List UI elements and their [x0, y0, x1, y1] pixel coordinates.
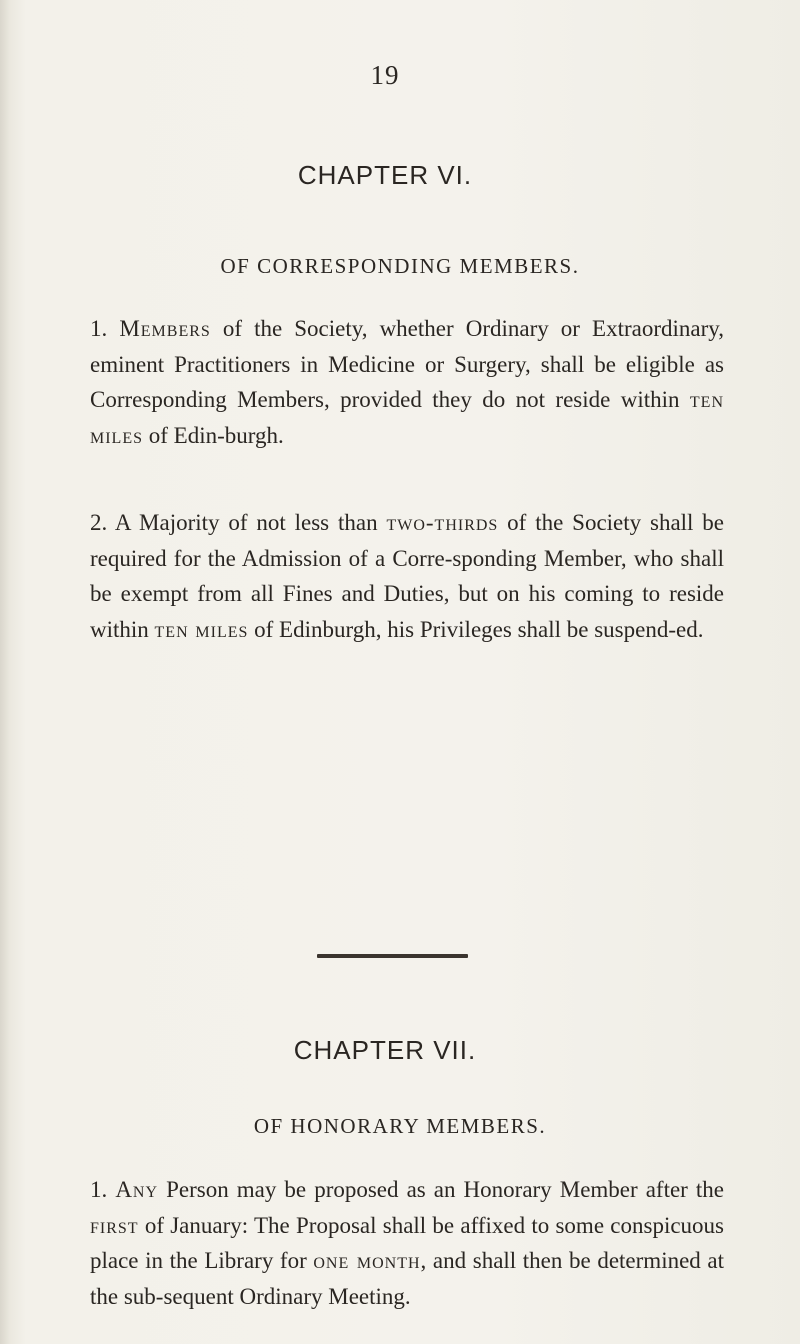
- paragraph-number: 1.: [90, 316, 108, 341]
- paragraph-number: 1.: [90, 1177, 108, 1202]
- small-caps-phrase: first: [90, 1212, 139, 1238]
- chapter-title-honorary-members: OF HONORARY MEMBERS.: [253, 1114, 547, 1138]
- small-caps-phrase: two-thirds: [386, 510, 499, 535]
- paragraph-text: of the Society, whether Ordinary or Extraordinary, eminent Practitioners in Medicine or Surgery, shall be eligible as Corresponding Members, provided they do not reside within: [90, 316, 725, 412]
- paragraph-corresponding-2: [90, 505, 724, 647]
- paragraph-text: of Edin-burgh.: [143, 422, 284, 448]
- chapter-heading-7: CHAPTER VII.: [293, 1035, 477, 1065]
- small-caps-phrase: ten miles: [154, 616, 249, 642]
- section-divider: [317, 954, 468, 958]
- page-number: 19: [370, 60, 400, 90]
- lead-word: Members: [119, 316, 211, 341]
- chapter-heading-6: CHAPTER VI.: [297, 160, 473, 190]
- paragraph-text: , and shall then be determined at the sub-sequent Ordinary Meeting.: [90, 1248, 725, 1309]
- chapter-title-corresponding-members: OF CORRESPONDING MEMBERS.: [220, 254, 580, 278]
- small-caps-phrase: one month: [313, 1248, 421, 1273]
- paragraph-text: of the Society shall be required for the Admission of a Corre-sponding Member, who shall be exempt from all Fines and Duties, but on his coming to reside within: [90, 510, 724, 642]
- paragraph-text: of Edinburgh, his Privileges shall be suspend-ed.: [248, 616, 704, 642]
- paragraph-text: A Majority of not less than: [107, 510, 387, 535]
- lead-word: Any: [115, 1177, 159, 1202]
- small-caps-phrase: ten miles: [90, 387, 724, 448]
- paragraph-honorary-1: [90, 1172, 724, 1314]
- paragraph-text: Person may be proposed as an Honorary Member after the: [158, 1177, 724, 1202]
- paragraph-number: 2.: [90, 510, 108, 535]
- paragraph-text: of January: The Proposal shall be affixed to some conspicuous place in the Library for: [90, 1212, 724, 1273]
- paragraph-corresponding-1: [90, 311, 724, 453]
